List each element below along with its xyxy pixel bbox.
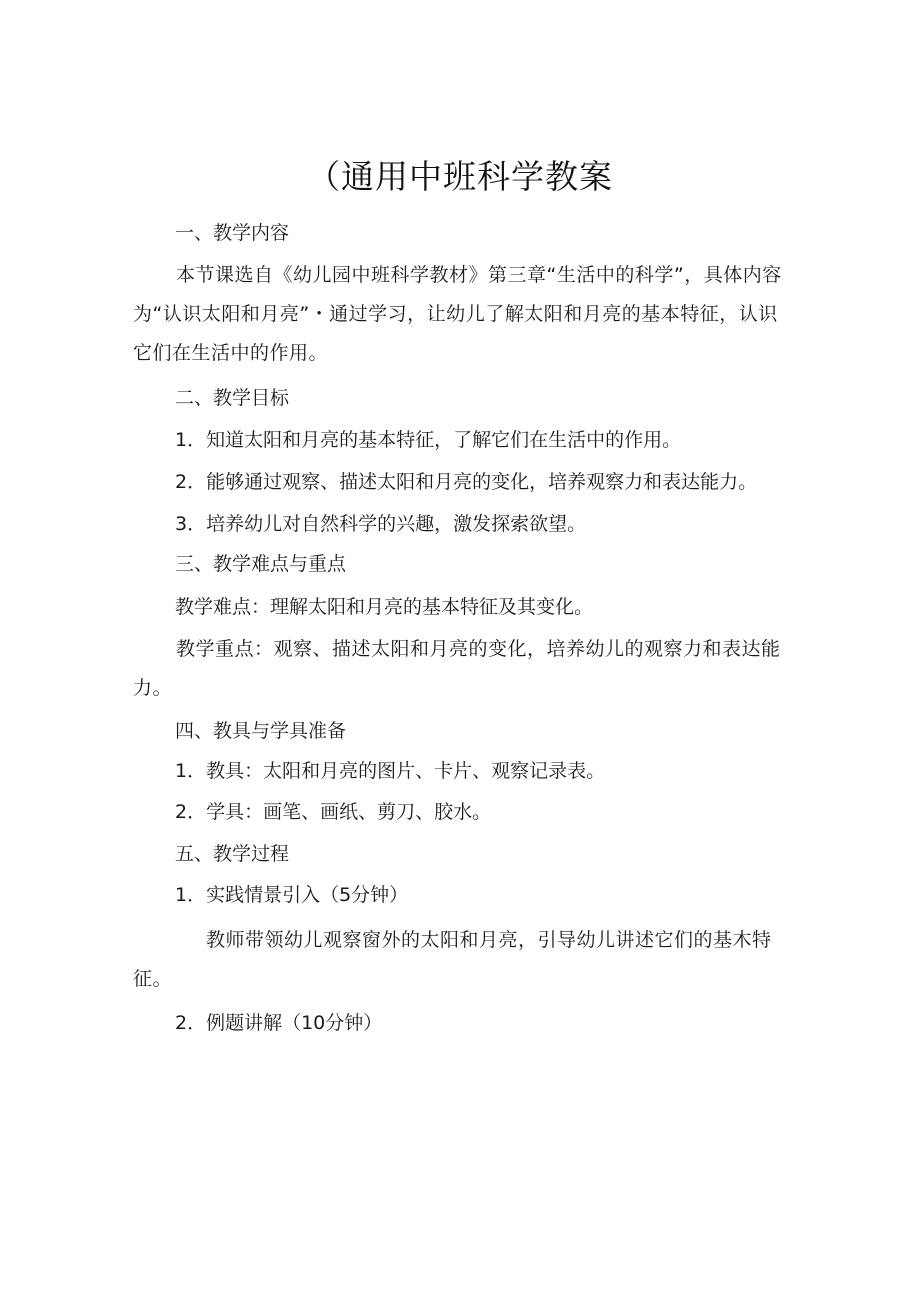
section-heading-goals: 二、教学目标	[175, 387, 290, 409]
goal-item-3: 3．培养幼儿对自然科学的兴趣，激发探索欲望。	[175, 513, 587, 535]
goal-item-2: 2．能够通过观察、描述太阳和月亮的变化，培养观察力和表达能力。	[175, 471, 758, 493]
goal-item-1: 1．知道太阳和月亮的基本特征，了解它们在生活中的作用。	[175, 429, 682, 451]
section-heading-key-points: 三、教学难点与重点	[175, 553, 347, 575]
section-heading-process: 五、教学过程	[175, 843, 290, 865]
process-step-1: 1．实践情景引入（5分钟）	[175, 884, 409, 906]
tool-item-2: 2．学具：画笔、画纸、剪刀、胶水。	[175, 801, 492, 823]
section-heading-tools: 四、教具与学具准备	[175, 720, 347, 742]
tool-item-1: 1．教具：太阳和月亮的图片、卡片、观察记录表。	[175, 760, 606, 782]
content-paragraph: 本节课选自《幼儿园中班科学教材》第三章“生活中的科学”，具体内容为“认识太阳和月亮”・通过学习，让幼儿了解太阳和月亮的基本特征，认识它们在生活中的作用。	[133, 264, 782, 364]
section-heading-content: 一、教学内容	[175, 222, 290, 244]
document-title: （通用中班科学教案	[307, 157, 613, 196]
difficulty-text: 教学难点：理解太阳和月亮的基本特征及其变化。	[175, 596, 594, 618]
process-step-1-paragraph: 教师带领幼儿观察窗外的太阳和月亮，引导幼儿讲述它们的基木特征。	[133, 929, 772, 990]
focus-paragraph: 教学重点：观察、描述太阳和月亮的变化，培养幼儿的观察力和表达能力。	[133, 638, 781, 699]
process-step-2: 2．例题讲解（10分钟）	[175, 1012, 383, 1034]
